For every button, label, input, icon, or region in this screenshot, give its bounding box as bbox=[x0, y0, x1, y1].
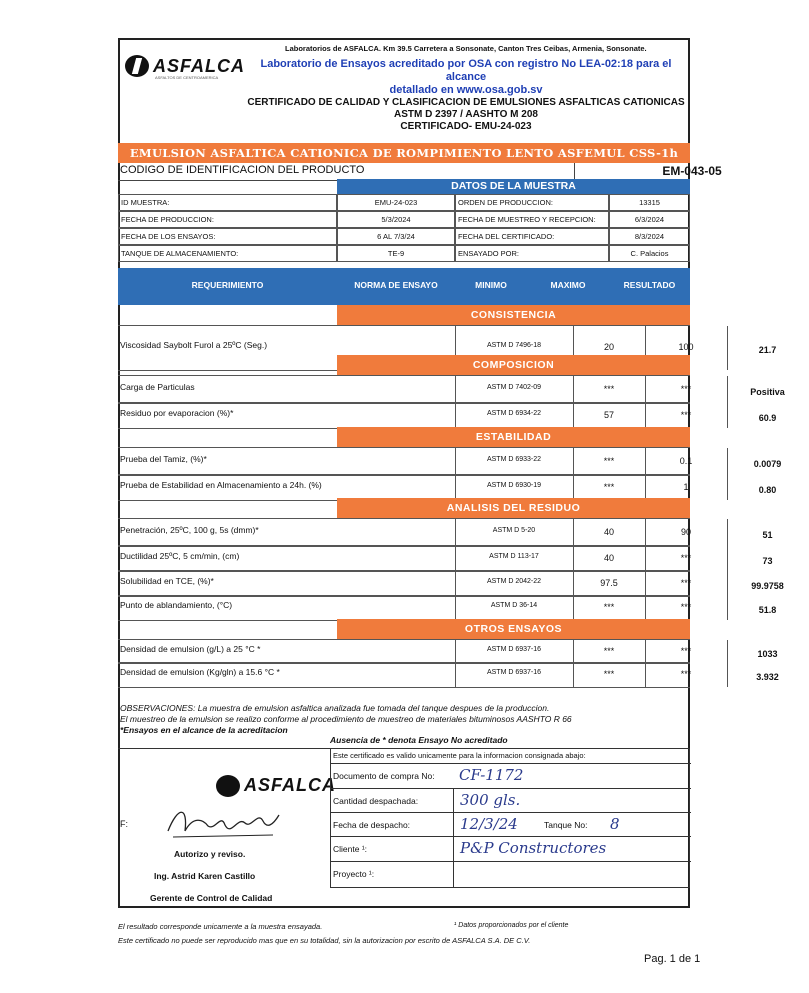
column-divider bbox=[455, 640, 456, 663]
result-value: 21.7 bbox=[758, 345, 777, 355]
max-value: 1 bbox=[683, 482, 689, 492]
observation-line-1: OBSERVACIONES: La muestra de emulsion asfaltica analizada fue tomada del tanque despues de la produccion. bbox=[120, 703, 550, 713]
max-value: *** bbox=[680, 602, 692, 612]
param-name: Densidad de emulsion (g/L) a 25 °C * bbox=[120, 644, 261, 654]
sample-value: 13315 bbox=[609, 194, 690, 211]
section-header: CONSISTENCIA bbox=[337, 305, 690, 325]
result-row bbox=[118, 474, 777, 501]
sample-value: 8/3/2024 bbox=[609, 228, 690, 245]
column-divider bbox=[455, 596, 456, 620]
param-name: Viscosidad Saybolt Furol a 25ºC (Seg.) bbox=[120, 340, 268, 350]
signature-f-label: F: bbox=[120, 819, 128, 829]
sample-label: FECHA DEL CERTIFICADO: bbox=[455, 228, 609, 245]
min-value: *** bbox=[603, 669, 615, 679]
section-header: COMPOSICION bbox=[337, 355, 690, 375]
column-divider bbox=[645, 640, 646, 663]
min-value: 57 bbox=[603, 410, 614, 420]
authorized-label: Autorizo y reviso. bbox=[174, 849, 246, 859]
result-value: 99.9758 bbox=[751, 581, 784, 591]
fecha-despacho-row bbox=[331, 812, 691, 837]
column-divider bbox=[455, 475, 456, 500]
column-divider bbox=[573, 596, 574, 620]
certificate-title bbox=[246, 97, 686, 133]
sample-value: C. Palacios bbox=[609, 245, 690, 262]
page-number: Pag. 1 de 1 bbox=[644, 953, 701, 965]
sample-label: ENSAYADO POR: bbox=[455, 245, 609, 262]
param-name: Prueba del Tamiz, (%)* bbox=[120, 454, 207, 464]
address-line: Laboratorios de ASFALCA. Km 39.5 Carretera a Sonsonate, Canton Tres Ceibas, Armenia, Sonsonate. bbox=[285, 44, 647, 53]
column-divider bbox=[645, 596, 646, 620]
result-value: 0.80 bbox=[758, 485, 777, 495]
column-divider bbox=[455, 403, 456, 428]
result-value: 51.8 bbox=[758, 605, 777, 615]
sample-data-title: DATOS DE LA MUESTRA bbox=[337, 179, 690, 194]
column-divider bbox=[455, 571, 456, 596]
result-row bbox=[118, 375, 785, 404]
column-divider bbox=[573, 546, 574, 571]
logo-word: ASFALCA bbox=[153, 56, 245, 76]
param-name: Punto de ablandamiento, (°C) bbox=[120, 600, 233, 610]
result-value: 60.9 bbox=[758, 413, 777, 423]
cliente-row bbox=[331, 836, 691, 862]
col-maximo: MAXIMO bbox=[550, 280, 586, 290]
sample-label: FECHA DE MUESTREO Y RECEPCION: bbox=[455, 211, 609, 228]
stamp-logo-word: ASFALCA bbox=[244, 775, 336, 795]
column-divider bbox=[727, 546, 728, 571]
min-value: *** bbox=[603, 602, 615, 612]
observation-line-2: El muestreo de la emulsion se realizo conforme al procedimiento de muestreo de materiales bituminosos AASHTO R 66 bbox=[120, 714, 572, 724]
column-divider bbox=[573, 448, 574, 475]
column-divider bbox=[727, 326, 728, 370]
section-header: OTROS ENSAYOS bbox=[337, 619, 690, 639]
col-minimo: MINIMO bbox=[475, 280, 507, 290]
max-value: *** bbox=[680, 578, 692, 588]
cantidad-value: 300 gls. bbox=[460, 791, 521, 809]
non-accredited-note: Ausencia de * denota Ensayo No acreditado bbox=[330, 735, 508, 745]
param-name: Prueba de Estabilidad en Almacenamiento a 24h. (%) bbox=[120, 480, 322, 490]
column-divider bbox=[645, 663, 646, 687]
test-standard: ASTM D 5-20 bbox=[492, 527, 536, 534]
product-code-label: CODIGO DE IDENTIFICACION DEL PRODUCTO bbox=[120, 164, 365, 176]
asfalca-logo bbox=[125, 55, 245, 80]
section-header: ANALISIS DEL RESIDUO bbox=[337, 498, 690, 518]
column-divider bbox=[645, 475, 646, 500]
footer-note-1: El resultado corresponde unicamente a la muestra ensayada. bbox=[118, 922, 323, 931]
column-divider bbox=[573, 571, 574, 596]
max-value: *** bbox=[680, 669, 692, 679]
min-value: 40 bbox=[603, 527, 614, 537]
validity-header-row bbox=[331, 749, 691, 763]
param-name: Solubilidad en TCE, (%)* bbox=[120, 576, 214, 586]
column-divider bbox=[573, 403, 574, 428]
test-standard: ASTM D 36-14 bbox=[490, 602, 538, 609]
param-name: Densidad de emulsion (Kg/gln) a 15.6 °C * bbox=[120, 667, 280, 677]
result-row bbox=[118, 447, 782, 476]
column-divider bbox=[727, 571, 728, 596]
logo-mark-icon bbox=[125, 55, 149, 77]
param-name: Ductilidad 25ºC, 5 cm/min, (cm) bbox=[120, 551, 240, 561]
footer-note-3: Este certificado no puede ser reproducido mas que en su totalidad, sin la autorizacion por escrito de ASFALCA S.A. DE C.V. bbox=[118, 936, 531, 945]
min-value: 20 bbox=[603, 342, 614, 352]
sample-value: TE-9 bbox=[337, 245, 455, 262]
result-row bbox=[118, 570, 784, 597]
result-row bbox=[118, 545, 773, 572]
cert-title-line-1: CERTIFICADO DE CALIDAD Y CLASIFICACION DE EMULSIONES ASFALTICAS CATIONICAS bbox=[247, 97, 685, 108]
validity-header: Este certificado es valido unicamente para la informacion consignada abajo: bbox=[333, 751, 586, 760]
max-value: 0.1 bbox=[679, 456, 693, 466]
test-standard: ASTM D 2042-22 bbox=[486, 578, 542, 585]
accreditation-note: *Ensayos en el alcance de la acreditacion bbox=[120, 725, 288, 735]
result-value: 0.0079 bbox=[753, 459, 782, 469]
max-value: *** bbox=[680, 646, 692, 656]
column-divider bbox=[727, 403, 728, 428]
proyecto-label: Proyecto ¹: bbox=[333, 869, 375, 879]
column-divider bbox=[727, 640, 728, 663]
column-divider bbox=[455, 376, 456, 403]
column-divider bbox=[645, 571, 646, 596]
dispatch-info-box bbox=[330, 748, 690, 888]
handwritten-signature bbox=[163, 801, 283, 841]
result-value: 51 bbox=[762, 530, 773, 540]
sample-label: FECHA DE PRODUCCION: bbox=[118, 211, 337, 228]
cert-title-line-2: ASTM D 2397 / AASHTO M 208 bbox=[394, 109, 538, 120]
test-standard: ASTM D 6930-19 bbox=[486, 482, 542, 489]
column-divider bbox=[727, 596, 728, 620]
test-standard: ASTM D 113-17 bbox=[489, 553, 539, 560]
column-divider bbox=[645, 403, 646, 428]
max-value: 90 bbox=[680, 527, 691, 537]
column-divider bbox=[573, 519, 574, 546]
min-value: *** bbox=[603, 456, 615, 466]
col-resultado: RESULTADO bbox=[623, 280, 676, 290]
col-norma: NORMA DE ENSAYO bbox=[354, 280, 438, 290]
column-divider bbox=[727, 663, 728, 687]
observations bbox=[120, 703, 572, 736]
fecha-despacho-label: Fecha de despacho: bbox=[333, 820, 411, 830]
column-divider bbox=[573, 640, 574, 663]
result-row bbox=[118, 662, 779, 688]
signature-block bbox=[118, 748, 336, 889]
cliente-label: Cliente ¹: bbox=[333, 844, 368, 854]
sample-value: 6/3/2024 bbox=[609, 211, 690, 228]
test-standard: ASTM D 7496-18 bbox=[486, 342, 542, 349]
max-value: *** bbox=[680, 384, 692, 394]
stamp-logo-mark-icon bbox=[216, 775, 240, 797]
column-divider bbox=[455, 546, 456, 571]
column-divider bbox=[727, 475, 728, 500]
result-value: Positiva bbox=[750, 387, 785, 397]
cantidad-label: Cantidad despachada: bbox=[333, 796, 419, 806]
signatory-name: Ing. Astrid Karen Castillo bbox=[154, 871, 256, 881]
column-divider bbox=[455, 448, 456, 475]
result-row bbox=[118, 402, 777, 429]
sample-label: ID MUESTRA: bbox=[118, 194, 337, 211]
doc-compra-label: Documento de compra No: bbox=[333, 771, 435, 781]
cliente-value: P&P Constructores bbox=[460, 839, 607, 857]
signatory-role: Gerente de Control de Calidad bbox=[150, 893, 273, 903]
footer-note-2: ¹ Datos proporcionados por el cliente bbox=[454, 922, 569, 929]
min-value: *** bbox=[603, 482, 615, 492]
max-value: *** bbox=[680, 553, 692, 563]
sample-label: FECHA DE LOS ENSAYOS: bbox=[118, 228, 337, 245]
column-divider bbox=[573, 376, 574, 403]
column-divider bbox=[455, 663, 456, 687]
tanque-value: 8 bbox=[610, 815, 620, 833]
accreditation-text bbox=[246, 58, 686, 97]
logo-tagline: ASFALTOS DE CENTROAMERICA bbox=[155, 75, 219, 80]
doc-compra-row bbox=[331, 763, 691, 789]
sample-value: EMU-24-023 bbox=[337, 194, 455, 211]
tanque-label: Tanque No: bbox=[544, 820, 588, 830]
max-value: *** bbox=[680, 410, 692, 420]
param-name: Penetración, 25ºC, 100 g, 5s (dmm)* bbox=[120, 525, 259, 535]
column-divider bbox=[727, 519, 728, 546]
result-value: 3.932 bbox=[756, 672, 779, 682]
test-standard: ASTM D 6937-16 bbox=[486, 669, 542, 676]
min-value: 97.5 bbox=[600, 578, 618, 588]
result-value: 73 bbox=[762, 556, 773, 566]
sample-value: 5/3/2024 bbox=[337, 211, 455, 228]
doc-compra-value: CF-1172 bbox=[459, 766, 524, 784]
cantidad-row bbox=[331, 788, 691, 813]
column-divider bbox=[645, 519, 646, 546]
product-banner: EMULSION ASFALTICA CATIONICA DE ROMPIMIENTO LENTO ASFEMUL CSS-1h bbox=[118, 143, 690, 163]
test-standard: ASTM D 7402-09 bbox=[486, 384, 542, 391]
param-name: Residuo por evaporacion (%)* bbox=[120, 408, 234, 418]
sample-label: TANQUE DE ALMACENAMIENTO: bbox=[118, 245, 337, 262]
accreditation-line-2: detallado en www.osa.gob.sv bbox=[389, 84, 543, 96]
min-value: 40 bbox=[603, 553, 614, 563]
proyecto-row bbox=[331, 861, 691, 888]
cert-title-line-3: CERTIFICADO- EMU-24-023 bbox=[400, 121, 532, 132]
result-row bbox=[118, 595, 777, 621]
fecha-despacho-value: 12/3/24 bbox=[460, 815, 518, 833]
min-value: *** bbox=[603, 384, 615, 394]
column-divider bbox=[727, 376, 728, 403]
sample-label: ORDEN DE PRODUCCION: bbox=[455, 194, 609, 211]
result-value: 1033 bbox=[757, 649, 778, 659]
test-standard: ASTM D 6937-16 bbox=[486, 646, 542, 653]
requirements-header bbox=[118, 268, 690, 305]
column-divider bbox=[645, 546, 646, 571]
column-divider bbox=[573, 475, 574, 500]
sample-value: 6 AL 7/3/24 bbox=[337, 228, 455, 245]
accreditation-line-1: Laboratorio de Ensayos acreditado por OSA con registro No LEA-02:18 para el alcance bbox=[260, 58, 672, 83]
max-value: 100 bbox=[678, 342, 694, 352]
column-divider bbox=[645, 448, 646, 475]
col-requerimiento: REQUERIMIENTO bbox=[191, 280, 264, 290]
min-value: *** bbox=[603, 646, 615, 656]
column-divider bbox=[455, 519, 456, 546]
product-code-value: EM-043-05 bbox=[574, 163, 809, 180]
column-divider bbox=[573, 663, 574, 687]
result-row bbox=[118, 518, 773, 547]
column-divider bbox=[727, 448, 728, 475]
test-standard: ASTM D 6934-22 bbox=[486, 410, 542, 417]
section-header: ESTABILIDAD bbox=[337, 427, 690, 447]
test-standard: ASTM D 6933-22 bbox=[486, 456, 542, 463]
result-row bbox=[118, 639, 778, 664]
param-name: Carga de Particulas bbox=[120, 382, 195, 392]
column-divider bbox=[645, 376, 646, 403]
